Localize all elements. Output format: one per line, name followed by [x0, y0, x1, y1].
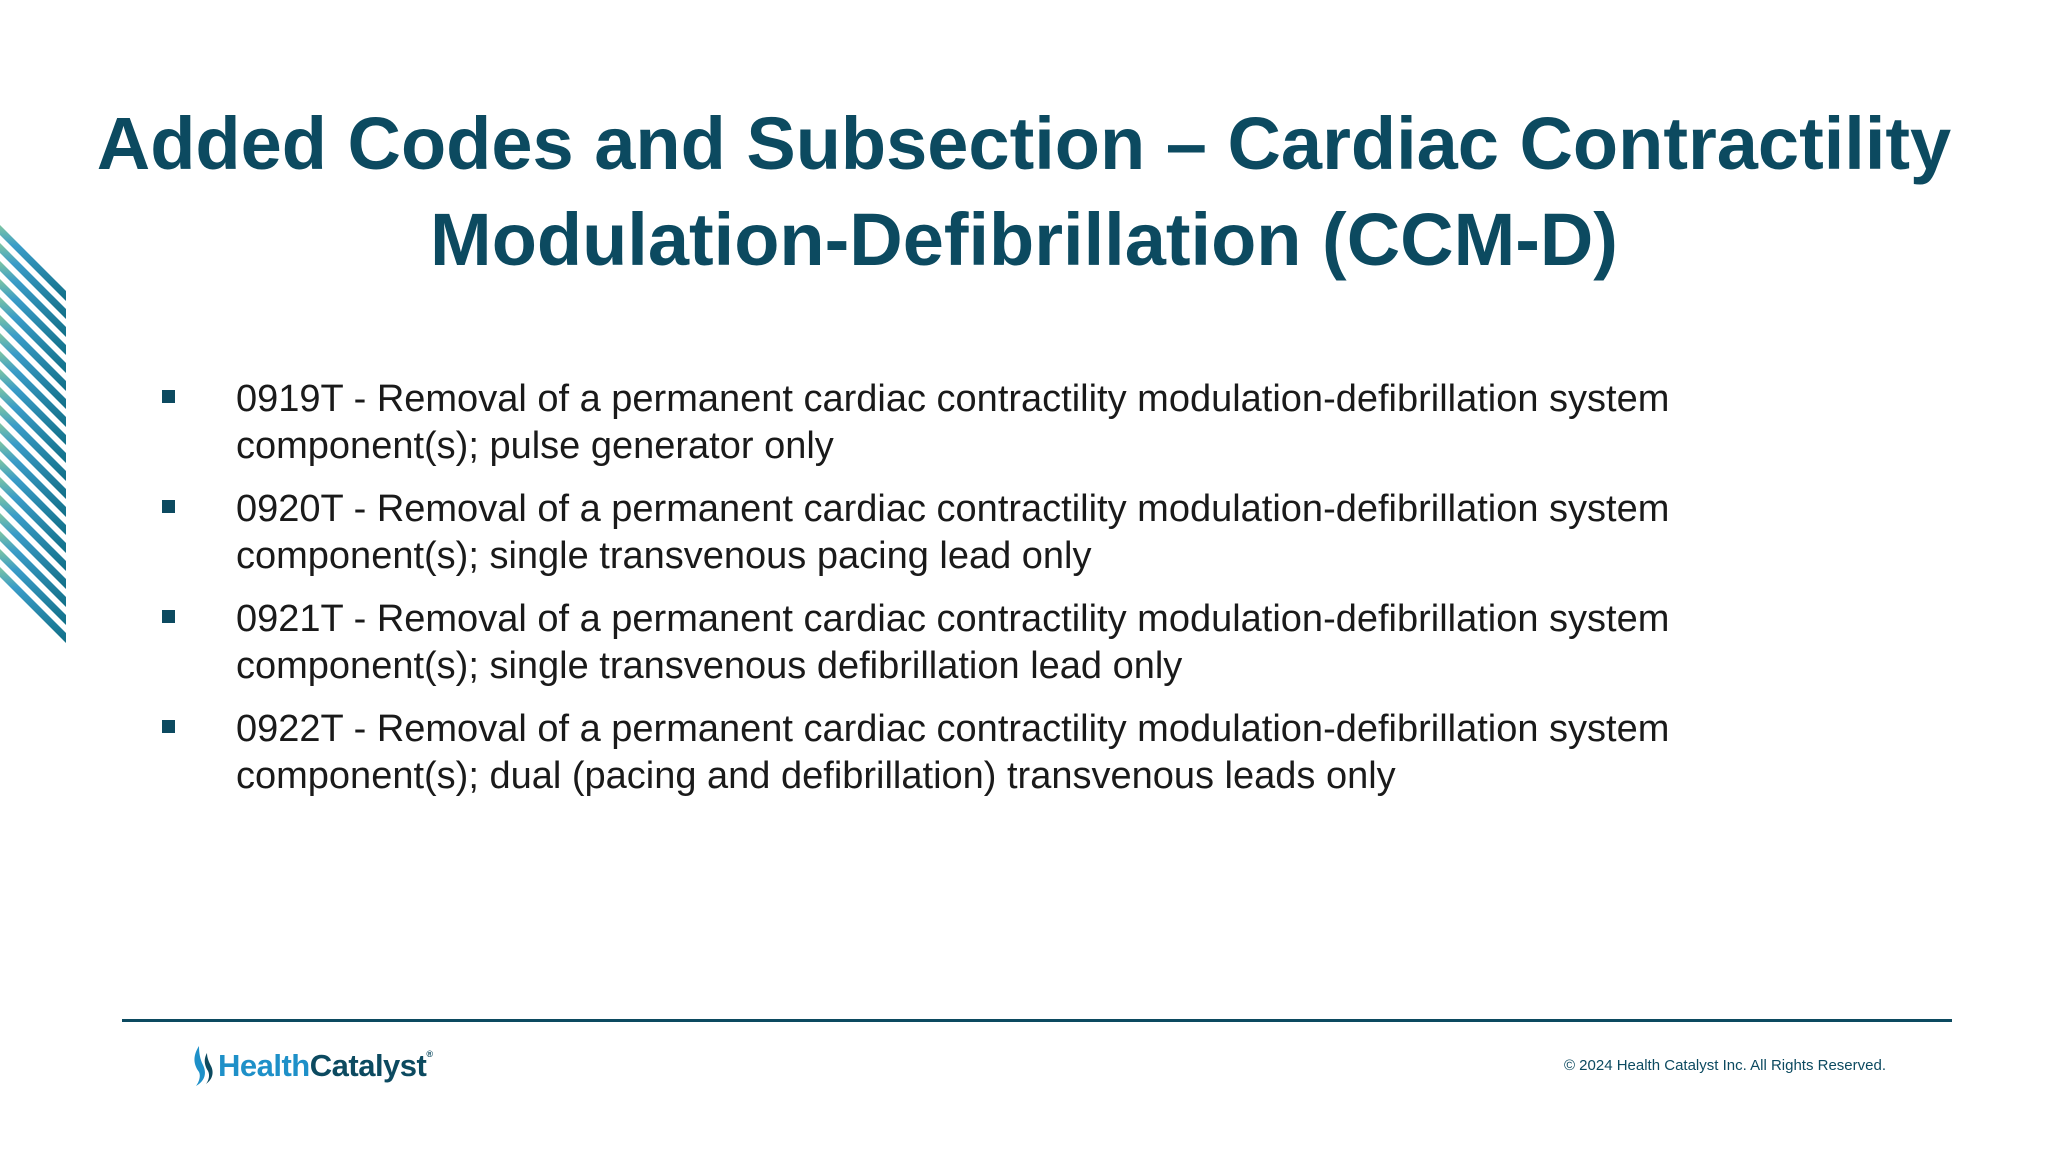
square-bullet-icon: [162, 500, 175, 513]
brand-name-part-1: Health: [218, 1048, 310, 1083]
list-item: [160, 376, 1820, 470]
list-item: [160, 486, 1820, 580]
square-bullet-icon: [162, 720, 175, 733]
brand-name-part-2: Catalyst: [309, 1048, 427, 1083]
square-bullet-icon: [162, 610, 175, 623]
list-item: [160, 596, 1820, 690]
square-bullet-icon: [162, 390, 175, 403]
copyright-notice: © 2024 Health Catalyst Inc. All Rights Reserved.: [1563, 1057, 1886, 1074]
list-item: [160, 706, 1820, 800]
slide-title: [80, 96, 1968, 288]
brand-name: [218, 1044, 433, 1088]
list-item-text: 0922T - Removal of a permanent cardiac contractility modulation-defibrillation system component(s); dual (pacing and defibrillation) transvenous leads only: [236, 708, 1670, 797]
slide-title-line-2: Modulation-Defibrillation (CCM-D): [430, 198, 1618, 281]
decorative-stripes: [0, 220, 66, 650]
list-item-text: 0919T - Removal of a permanent cardiac contractility modulation-defibrillation system component(s); pulse generator only: [236, 378, 1670, 467]
code-list: [160, 376, 1820, 816]
flame-icon: [190, 1045, 214, 1087]
health-catalyst-logo: [190, 1044, 433, 1088]
trademark-symbol: ®: [426, 1049, 433, 1059]
list-item-text: 0920T - Removal of a permanent cardiac contractility modulation-defibrillation system component(s); single transvenous pacing lead only: [236, 488, 1670, 577]
list-item-text: 0921T - Removal of a permanent cardiac contractility modulation-defibrillation system component(s); single transvenous defibrillation lead only: [236, 598, 1670, 687]
footer-divider: [122, 1019, 1952, 1022]
slide-title-line-1: Added Codes and Subsection – Cardiac Contractility: [96, 102, 1952, 185]
